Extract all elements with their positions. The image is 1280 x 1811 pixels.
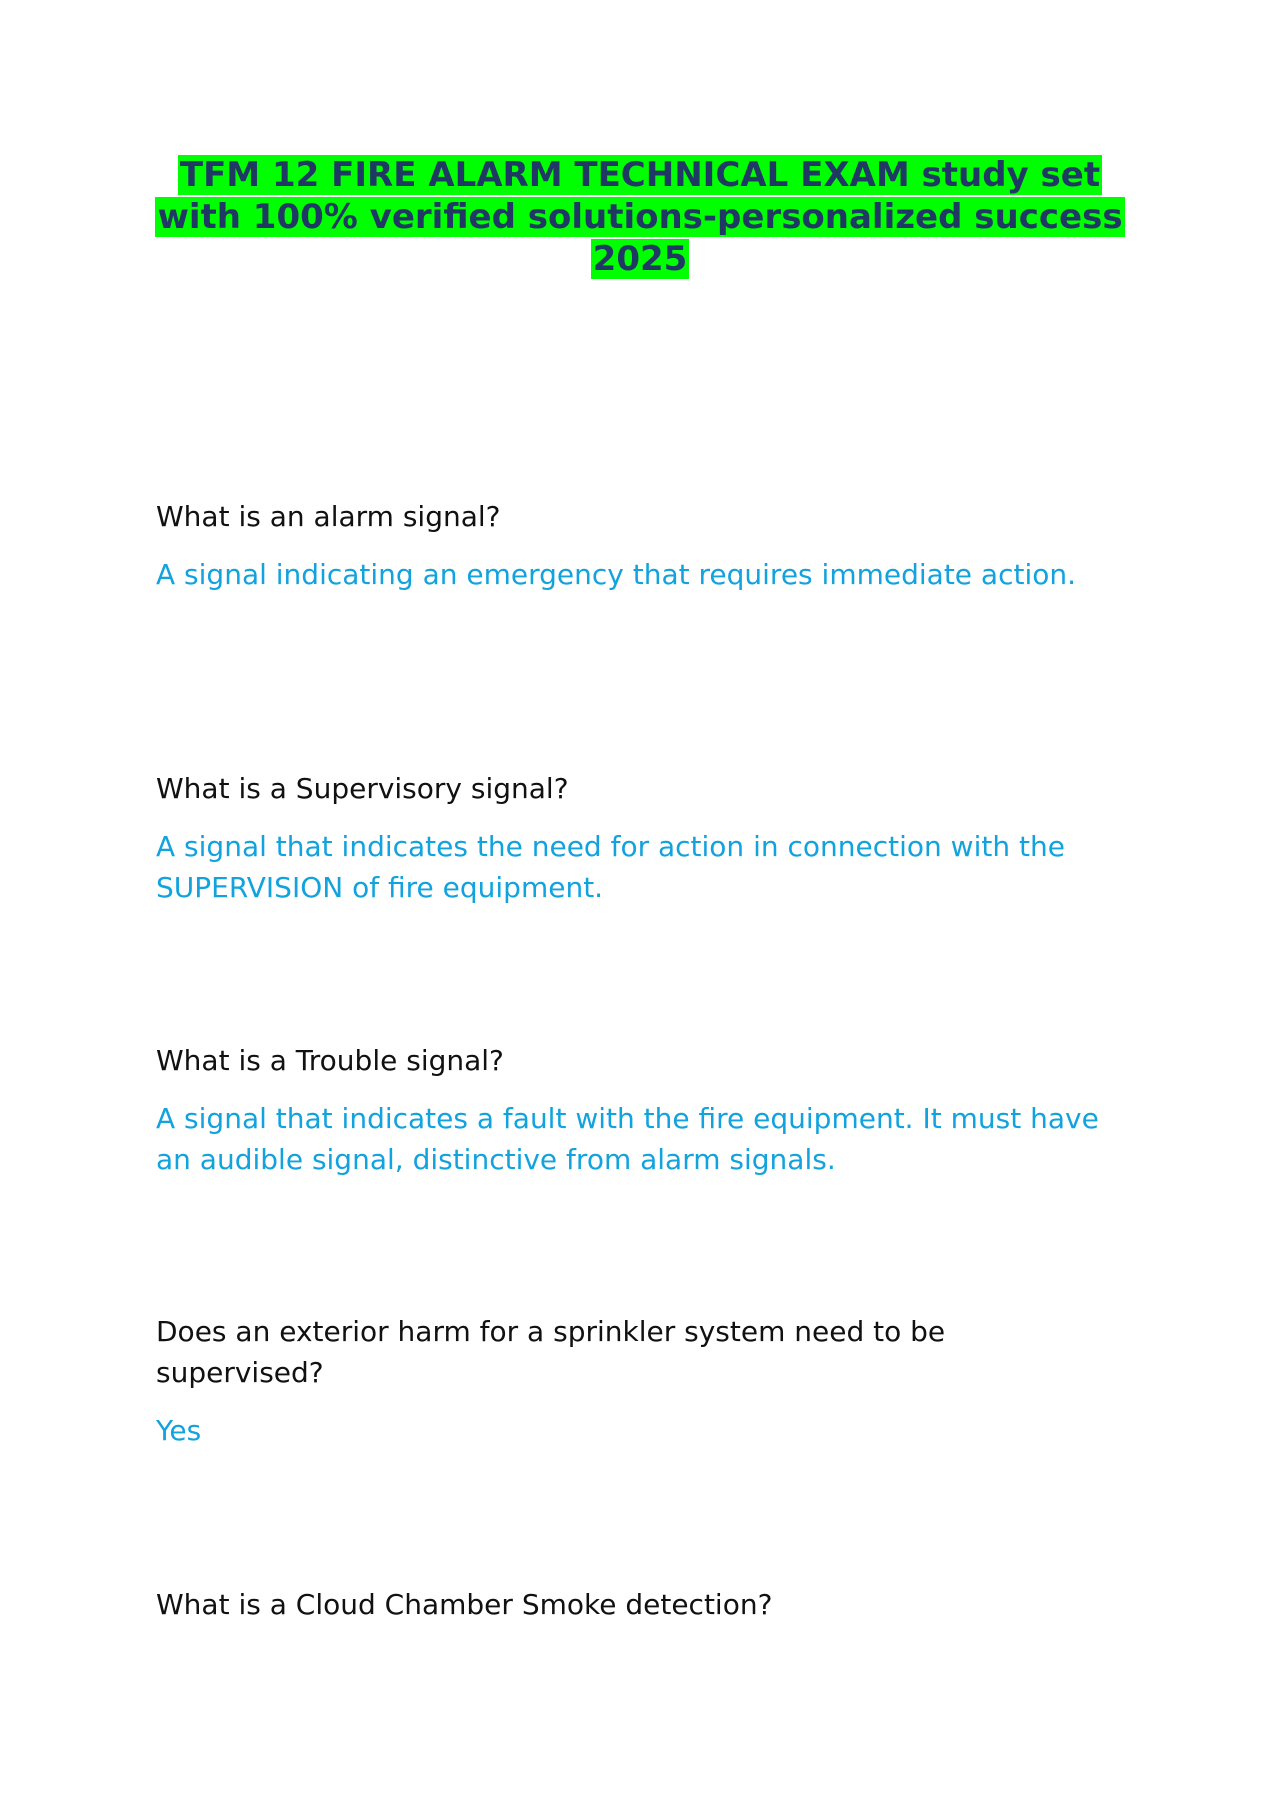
- question-text: What is a Cloud Chamber Smoke detection?: [156, 1588, 773, 1621]
- question-text: Does an exterior harm for a sprinkler system need to be supervised?: [156, 1315, 946, 1389]
- answer-text: Yes: [156, 1414, 202, 1447]
- question-text: What is a Supervisory signal?: [156, 772, 569, 805]
- qa-item: [156, 768, 1116, 908]
- qa-item: [156, 496, 1116, 595]
- document-title: [150, 154, 1130, 280]
- title-highlight: TFM 12 FIRE ALARM TECHNICAL EXAM study set with 100% verified solutions-personalized success 2025: [157, 155, 1123, 279]
- qa-item: [156, 1584, 1116, 1625]
- answer-text: A signal indicating an emergency that requires immediate action.: [156, 558, 1077, 591]
- question-text: What is a Trouble signal?: [156, 1044, 504, 1077]
- qa-item: [156, 1311, 1116, 1451]
- answer-text: A signal that indicates a fault with the fire equipment. It must have an audible signal, distinctive from alarm signals.: [156, 1102, 1099, 1176]
- answer-text: A signal that indicates the need for action in connection with the SUPERVISION of fire equipment.: [156, 830, 1065, 904]
- qa-item: [156, 1040, 1116, 1180]
- question-text: What is an alarm signal?: [156, 500, 501, 533]
